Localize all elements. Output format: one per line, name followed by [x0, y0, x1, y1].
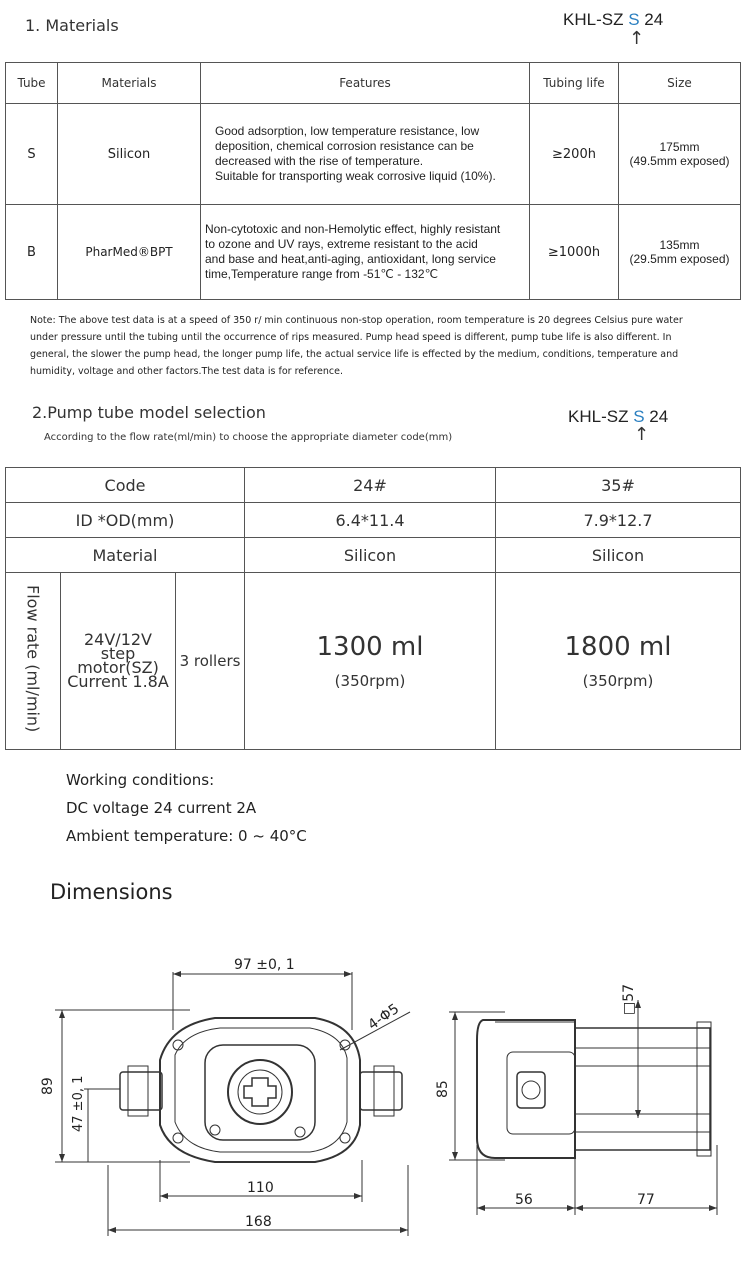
table-row	[6, 468, 741, 503]
model-highlight: S	[633, 407, 645, 426]
row-label: Material	[6, 538, 245, 573]
material-name: Silicon	[58, 104, 201, 205]
size-length: 135mm	[659, 238, 700, 252]
material-name: PharMed®BPT	[58, 205, 201, 300]
rollers-cell: 3 rollers	[176, 573, 245, 750]
dim-depth1: 56	[515, 1192, 533, 1208]
dim-depth2: 77	[637, 1192, 655, 1208]
dim-height: 89	[40, 1077, 56, 1095]
table-row	[6, 205, 741, 300]
value-35: Silicon	[496, 538, 741, 573]
feature-line: to ozone and UV rays, extreme resistant to the acid	[205, 237, 478, 251]
value-24: Silicon	[245, 538, 496, 573]
section1-title: 1. Materials	[25, 16, 119, 35]
table-row	[6, 538, 741, 573]
model-prefix: KHL-SZ	[563, 10, 629, 29]
feature-line: Non-cytotoxic and non-Hemolytic effect, highly resistant	[205, 222, 501, 236]
flow-value: 1800 ml	[564, 632, 672, 662]
motor-line: Current 1.8A	[67, 672, 169, 691]
value-35: 35#	[496, 468, 741, 503]
flow-rate-row	[6, 573, 741, 750]
motor-line: 24V/12V	[84, 630, 152, 649]
flow-rate-label: Flow rate (ml/min)	[23, 585, 43, 733]
value-35: 7.9*12.7	[496, 503, 741, 538]
size-length: 175mm	[659, 140, 700, 154]
size-exposed: (49.5mm exposed)	[629, 154, 730, 168]
table-row	[6, 503, 741, 538]
header-tubing-life: Tubing life	[530, 63, 619, 104]
model-highlight: S	[628, 10, 640, 29]
feature-line: time,Temperature range from -51℃ - 132℃	[205, 267, 439, 281]
header-tube: Tube	[6, 63, 58, 104]
dim-total: 168	[245, 1214, 272, 1230]
tube-code: B	[6, 205, 58, 300]
arrow-up-icon: ↑	[629, 28, 645, 49]
dim-side-height: 85	[435, 1080, 451, 1098]
flow-24-cell	[245, 573, 496, 750]
model-code-2	[568, 407, 668, 427]
working-temperature: Ambient temperature: 0 ~ 40°C	[66, 827, 307, 845]
model-suffix: 24	[639, 10, 664, 29]
section2-title: 2.Pump tube model selection	[32, 403, 266, 422]
header-materials: Materials	[58, 63, 201, 104]
features-cell	[201, 104, 530, 205]
flow-value: 1300 ml	[316, 632, 424, 662]
value-24: 24#	[245, 468, 496, 503]
dim-center: 47 ±0, 1	[71, 1075, 86, 1132]
dim-square: □57	[621, 983, 637, 1015]
model-selection-table	[5, 467, 741, 750]
row-label: Code	[6, 468, 245, 503]
working-title: Working conditions:	[66, 771, 215, 789]
test-note: Note: The above test data is at a speed of 350 r/ min continuous non-stop operation, room temperature is 20 degrees Celsius pure water under pressure until the tubing until the occurrence of rips measured. Pump head speed is different, pump tube life is also different. In general, the slower the pump head, the longer pump life, the actual service life is effected by the medium, conditions, temperature and humidity, voltage and other factors.The test data is for reference.	[30, 315, 683, 377]
feature-line: Good adsorption, low temperature resistance, low	[215, 124, 480, 138]
flow-rpm: (350rpm)	[334, 672, 406, 690]
size-cell	[619, 205, 741, 300]
materials-table	[5, 62, 741, 300]
size-cell	[619, 104, 741, 205]
working-voltage: DC voltage 24 current 2A	[66, 799, 257, 817]
value-24: 6.4*11.4	[245, 503, 496, 538]
model-prefix: KHL-SZ	[568, 407, 634, 426]
flow-35-cell	[496, 573, 741, 750]
model-code-1	[563, 10, 663, 30]
dim-base: 110	[247, 1180, 274, 1196]
flow-rate-label-cell	[6, 573, 61, 750]
dim-holes: 4-Φ5	[365, 1000, 403, 1034]
working-conditions	[66, 766, 307, 850]
header-size: Size	[619, 63, 741, 104]
feature-line: Suitable for transporting weak corrosive liquid (10%).	[215, 169, 496, 183]
dim-width: 97 ±0, 1	[234, 957, 295, 973]
motor-line: step motor(SZ)	[77, 644, 159, 677]
motor-cell	[61, 573, 176, 750]
front-view-drawing	[0, 940, 420, 1250]
tube-code: S	[6, 104, 58, 205]
feature-line: decreased with the rise of temperature.	[215, 154, 424, 168]
section2-subtitle: According to the flow rate(ml/min) to choose the appropriate diameter code(mm)	[44, 432, 453, 443]
model-suffix: 24	[644, 407, 669, 426]
row-label: ID *OD(mm)	[6, 503, 245, 538]
tubing-life: ≥1000h	[530, 205, 619, 300]
size-exposed: (29.5mm exposed)	[629, 252, 730, 266]
arrow-up-icon: ↑	[634, 424, 650, 445]
tubing-life: ≥200h	[530, 104, 619, 205]
flow-rpm: (350rpm)	[582, 672, 654, 690]
dimensions-title: Dimensions	[50, 880, 173, 904]
features-cell	[201, 205, 530, 300]
feature-line: and base and heat,anti-aging, antioxidant, long service	[205, 252, 496, 266]
side-view-drawing	[425, 960, 745, 1230]
table-header-row	[6, 63, 741, 104]
feature-line: deposition, chemical corrosion resistance can be	[215, 139, 474, 153]
header-features: Features	[201, 63, 530, 104]
table-row	[6, 104, 741, 205]
